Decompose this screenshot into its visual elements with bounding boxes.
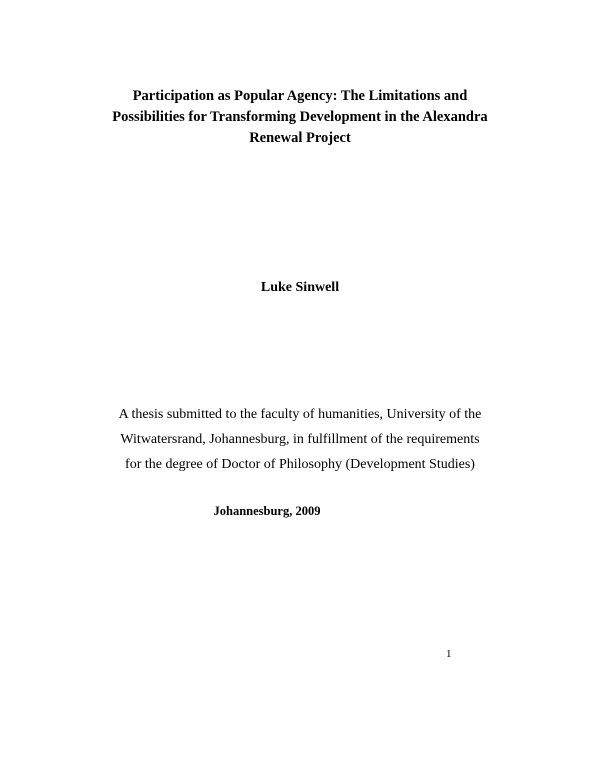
thesis-title [60,86,540,149]
submission-statement [60,402,540,477]
submission-statement-line-3: for the degree of Doctor of Philosophy (Development Studies) [125,457,475,472]
author-name: Luke Sinwell [260,280,340,295]
submission-statement-line-2: Witwatersrand, Johannesburg, in fulfillment of the requirements [120,432,480,447]
thesis-title-line-3: Renewal Project [249,130,351,146]
place-and-date: Johannesburg, 2009 [213,504,321,518]
thesis-title-line-2: Possibilities for Transforming Development in the Alexandra [112,109,488,125]
submission-statement-line-1: A thesis submitted to the faculty of humanities, University of the [118,407,482,422]
page-number: 1 [446,648,452,660]
thesis-title-line-1: Participation as Popular Agency: The Limitations and [132,88,468,104]
